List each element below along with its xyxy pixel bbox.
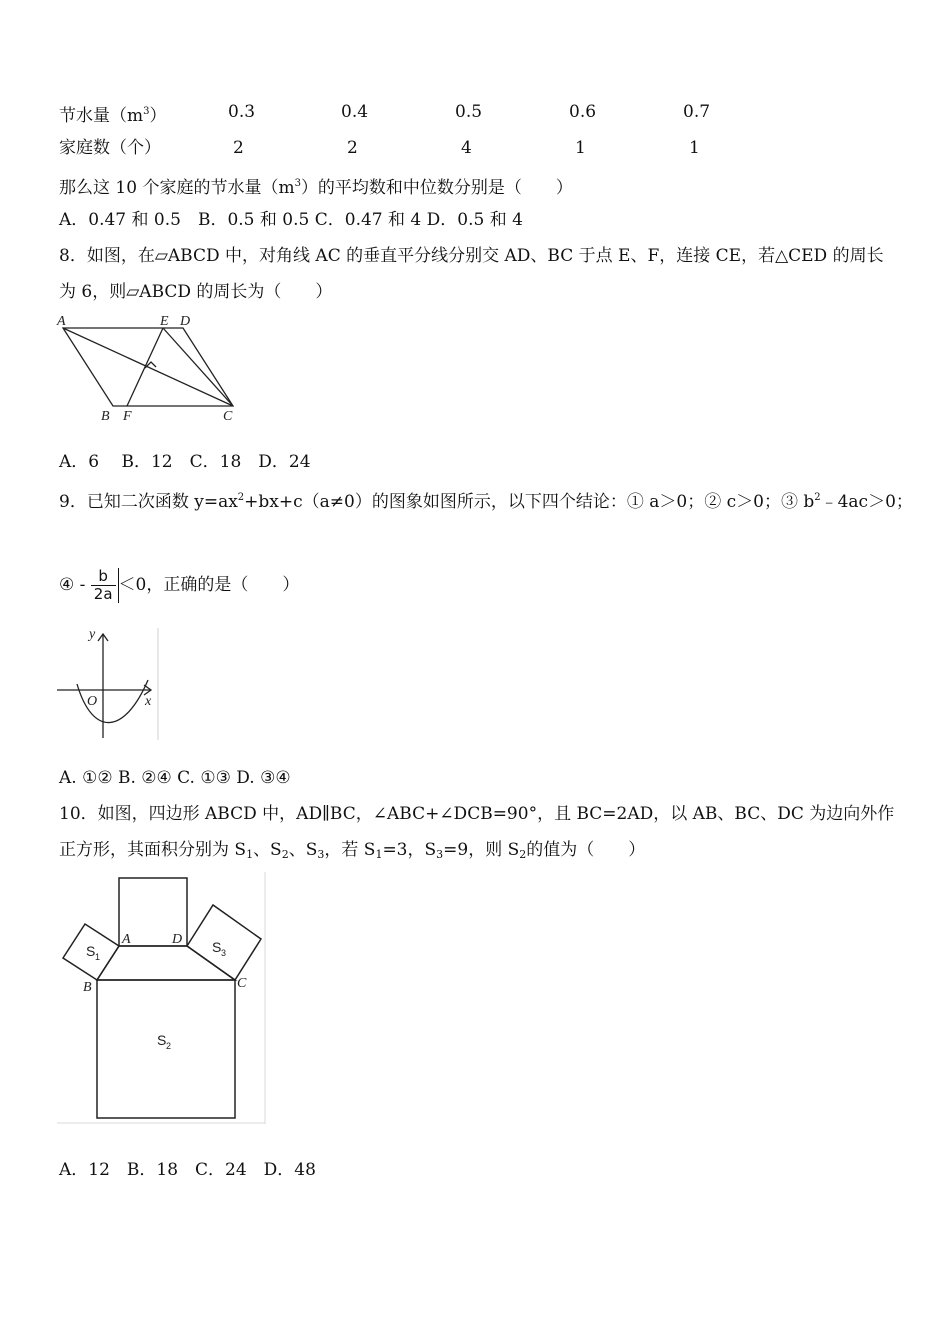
table-cell: 2 [347,138,358,158]
area-label-s2-subscript: 2 [166,1041,172,1051]
q9-options: A. ①② B. ②④ C. ①③ D. ③④ [59,768,291,788]
q7-text: 那么这 10 个家庭的节水量（m [59,178,295,198]
row-label: 节水量（m [59,106,144,126]
q10-text: 、S [253,840,282,860]
q10-text: =9，则 S [443,840,520,860]
superscript: 2 [237,492,245,503]
q9-parabola-figure [55,626,160,742]
subscript: 1 [246,848,254,861]
point-label-E: E [160,314,169,329]
superscript: 3 [294,178,301,189]
area-label-s2: S [157,1032,167,1048]
superscript: 2 [814,492,821,503]
axis-label-x: x [145,694,152,709]
point-label-A: A [57,314,66,329]
q9-question-line1 [59,486,913,514]
point-label-C: C [223,409,233,424]
vertex-label-A: A [122,932,131,947]
q8-question-line2: 为 6，则▱ABCD 的周长为（ ） [59,282,333,302]
subscript: 2 [519,848,527,861]
q10-options: A．12 B．18 C．24 D．48 [59,1160,316,1180]
area-label-s3: S [212,939,222,955]
q10-text: 正方形，其面积分别为 S [59,840,247,860]
table-cell: 0.6 [569,102,597,122]
table-cell: 1 [575,138,586,158]
row-label-close: ） [149,106,167,126]
table-cell: 1 [689,138,700,158]
vertex-label-C: C [237,976,247,991]
table-cell: 2 [233,138,244,158]
subscript: 1 [375,848,383,861]
vertex-label-B: B [83,980,92,995]
q9-question-line2 [59,568,299,603]
q10-question-line1: 10．如图，四边形 ABCD 中，AD∥BC，∠ABC+∠DCB=90°，且 BC=2AD，以 AB、BC、DC 为边向外作 [59,804,895,824]
q7-options: A．0.47 和 0.5 B．0.5 和 0.5 C．0.47 和 4 D．0.5 和 4 [59,210,523,230]
q10-text-end: 的值为（ ） [526,840,646,860]
point-label-D: D [180,314,191,329]
point-label-F: F [123,409,132,424]
table-cell: 0.7 [683,102,711,122]
table-cell: 0.3 [228,102,256,122]
area-label-s3-subscript: 3 [221,948,227,958]
q8-question-line1: 8．如图，在▱ABCD 中，对角线 AC 的垂直平分线分别交 AD、BC 于点 E、F，连接 CE，若△CED 的周长 [59,246,884,266]
vertex-label-D: D [172,932,183,947]
q7-question [59,172,573,200]
fraction-numerator: b [91,568,116,586]
q9-text-end: ﹣4ac＞0； [820,492,913,512]
q10-question-line2 [59,838,645,867]
fraction-denominator: 2a [93,585,113,603]
area-label-s1: S [86,943,96,959]
q8-options: A．6 B．12 C．18 D．24 [59,452,311,472]
q10-squares-figure [55,870,270,1126]
table-cell: 0.4 [341,102,369,122]
table-cell: 0.5 [455,102,483,122]
q10-text: =3，S [382,840,437,860]
q9-text: 9．已知二次函数 y=ax [59,492,238,512]
q9-text-mid: +bx+c（a≠0）的图象如图所示，以下四个结论：① a＞0；② c＞0；③ b [244,492,815,512]
q7-text-end: ）的平均数和中位数分别是（ ） [300,178,573,198]
superscript: 3 [143,106,150,117]
fraction [91,568,119,603]
q8-parallelogram-figure [55,310,245,426]
table-cell: 4 [461,138,472,158]
point-label-B: B [101,409,110,424]
subscript: 2 [281,848,289,861]
table-row-water-saved [59,100,167,128]
subscript: 3 [317,848,325,861]
q10-text: 、S [288,840,318,860]
subscript: 3 [436,848,444,861]
area-label-s1-subscript: 1 [95,952,101,962]
axis-label-y: y [89,627,96,642]
table-row-households: 家庭数（个） [59,138,161,158]
origin-label: O [87,694,98,709]
q10-text: ，若 S [324,840,376,860]
q9-text-end: ＜0，正确的是（ ） [118,575,300,595]
q9-text: ④ - [59,575,86,595]
